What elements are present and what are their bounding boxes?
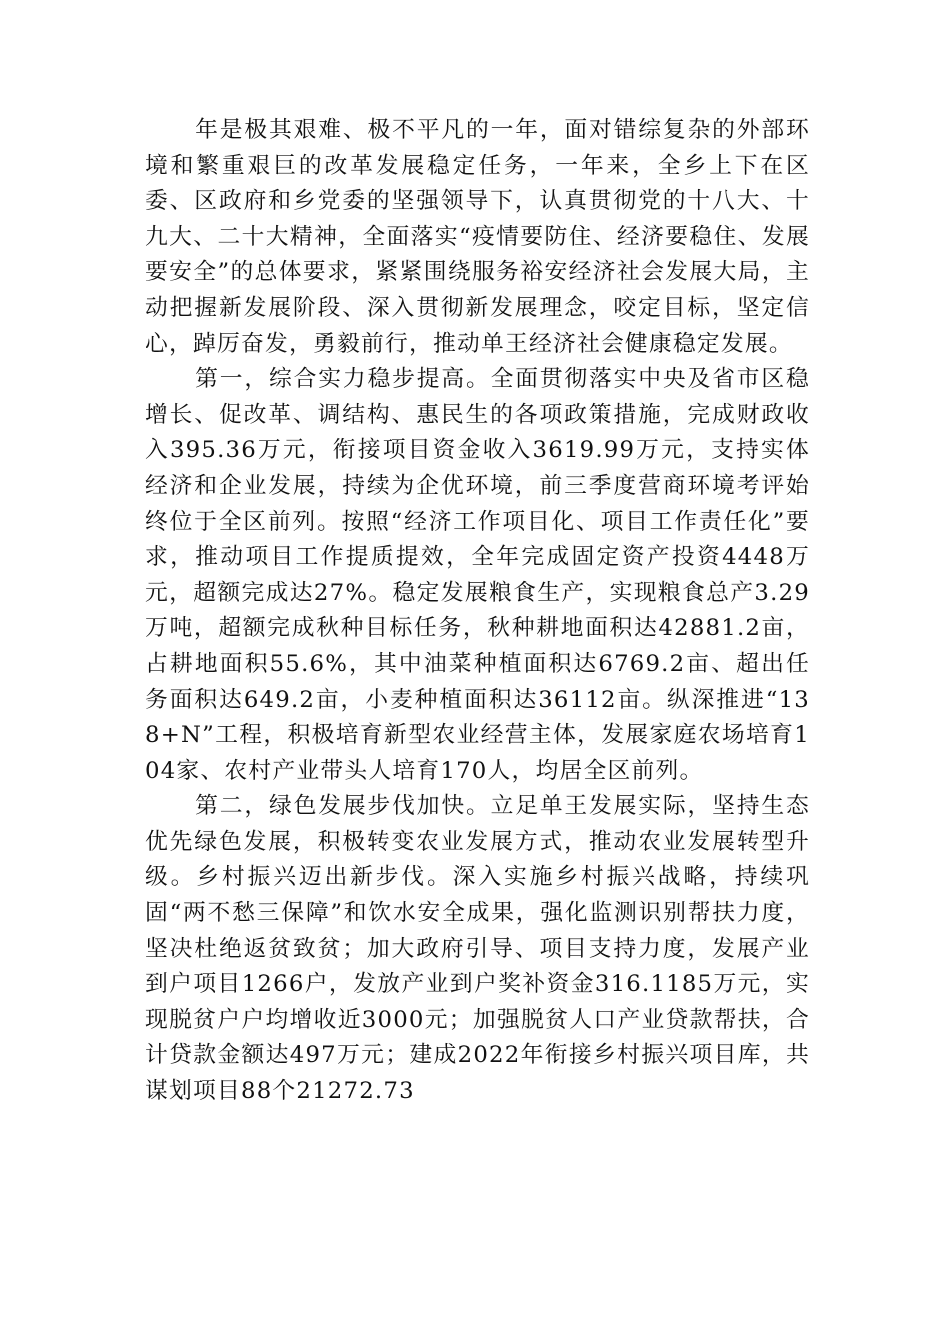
- document-body: [145, 113, 810, 1110]
- paragraph-intro: 年是极其艰难、极不平凡的一年，面对错综复杂的外部环境和繁重艰巨的改革发展稳定任务，一年来，全乡上下在区委、区政府和乡党委的坚强领导下，认真贯彻党的十八大、十九大、二十大精神，全面落实“疫情要防住、经济要稳住、发展要安全”的总体要求，紧紧围绕服务裕安经济社会发展大局，主动把握新发展阶段、深入贯彻新发展理念，咬定目标，坚定信心，踔厉奋发，勇毅前行，推动单王经济社会健康稳定发展。: [145, 117, 810, 357]
- paragraph-first-point: 第一，综合实力稳步提高。全面贯彻落实中央及省市区稳增长、促改革、调结构、惠民生的各项政策措施，完成财政收入395.36万元，衔接项目资金收入3619.99万元，支持实体经济和企业发展，持续为企优环境，前三季度营商环境考评始终位于全区前列。按照“经济工作项目化、项目工作责任化”要求，推动项目工作提质提效，全年完成固定资产投资4448万元，超额完成达27%。稳定发展粮食生产，实现粮食总产3.29万吨，超额完成秋种目标任务，秋种耕地面积达42881.2亩，占耕地面积55.6%，其中油菜种植面积达6769.2亩、超出任务面积达649.2亩，小麦种植面积达36112亩。纵深推进“138+N”工程，积极培育新型农业经营主体，发展家庭农场培育104家、农村产业带头人培育170人，均居全区前列。: [145, 366, 810, 784]
- paragraph-second-point: 第二，绿色发展步伐加快。立足单王发展实际，坚持生态优先绿色发展，积极转变农业发展方式，推动农业发展转型升级。乡村振兴迈出新步伐。深入实施乡村振兴战略，持续巩固“两不愁三保障”和饮水安全成果，强化监测识别帮扶力度，坚决杜绝返贫致贫；加大政府引导、项目支持力度，发展产业到户项目1266户，发放产业到户奖补资金316.1185万元，实现脱贫户户均增收近3000元；加强脱贫人口产业贷款帮扶，合计贷款金额达497万元；建成2022年衔接乡村振兴项目库，共谋划项目88个21272.73: [145, 793, 810, 1105]
